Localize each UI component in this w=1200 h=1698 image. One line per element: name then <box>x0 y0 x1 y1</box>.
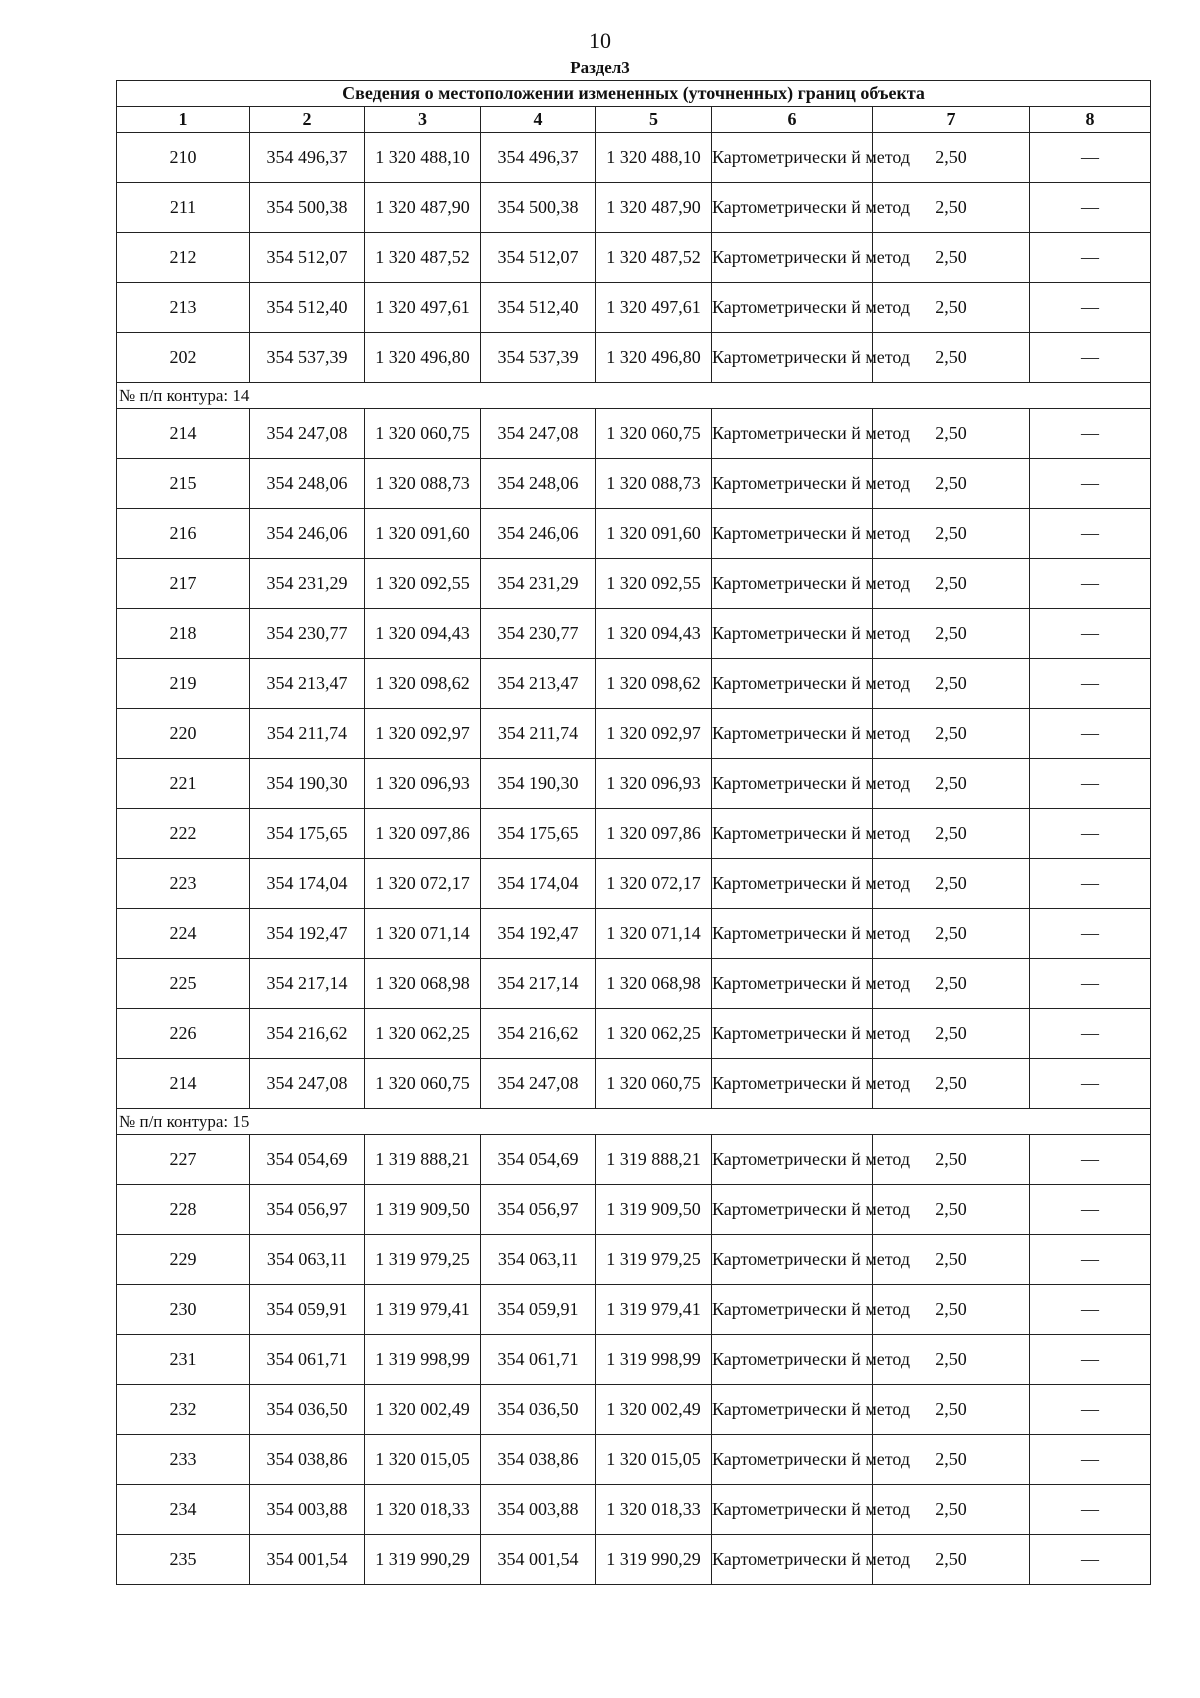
table-caption-row <box>117 81 1151 107</box>
y-coordinate-old: 1 320 091,60 <box>365 509 481 559</box>
y-coordinate-new: 1 320 096,93 <box>596 759 712 809</box>
accuracy: 2,50 <box>873 759 1030 809</box>
determination-method: Картометрически й метод <box>712 1185 873 1235</box>
y-coordinate-new: 1 319 909,50 <box>596 1185 712 1235</box>
x-coordinate-old: 354 001,54 <box>250 1535 365 1585</box>
x-coordinate-new: 354 059,91 <box>481 1285 596 1335</box>
determination-method: Картометрически й метод <box>712 1009 873 1059</box>
y-coordinate-new: 1 320 092,55 <box>596 559 712 609</box>
accuracy: 2,50 <box>873 1435 1030 1485</box>
x-coordinate-old: 354 192,47 <box>250 909 365 959</box>
note: — <box>1030 559 1151 609</box>
accuracy: 2,50 <box>873 509 1030 559</box>
x-coordinate-new: 354 174,04 <box>481 859 596 909</box>
point-number: 234 <box>117 1485 250 1535</box>
table-row <box>117 1009 1151 1059</box>
x-coordinate-old: 354 217,14 <box>250 959 365 1009</box>
table-row <box>117 909 1151 959</box>
determination-method: Картометрически й метод <box>712 859 873 909</box>
x-coordinate-new: 354 496,37 <box>481 133 596 183</box>
note: — <box>1030 283 1151 333</box>
table-row <box>117 1485 1151 1535</box>
point-number: 228 <box>117 1185 250 1235</box>
determination-method: Картометрически й метод <box>712 809 873 859</box>
note: — <box>1030 1009 1151 1059</box>
note: — <box>1030 333 1151 383</box>
accuracy: 2,50 <box>873 283 1030 333</box>
y-coordinate-old: 1 320 092,97 <box>365 709 481 759</box>
table-row <box>117 133 1151 183</box>
y-coordinate-old: 1 320 488,10 <box>365 133 481 183</box>
determination-method: Картометрически й метод <box>712 1059 873 1109</box>
determination-method: Картометрически й метод <box>712 283 873 333</box>
accuracy: 2,50 <box>873 459 1030 509</box>
determination-method: Картометрически й метод <box>712 1485 873 1535</box>
y-coordinate-old: 1 319 909,50 <box>365 1185 481 1235</box>
table-row <box>117 459 1151 509</box>
contour-label: № п/п контура: 15 <box>117 1109 1151 1135</box>
x-coordinate-old: 354 190,30 <box>250 759 365 809</box>
y-coordinate-old: 1 320 068,98 <box>365 959 481 1009</box>
note: — <box>1030 809 1151 859</box>
note: — <box>1030 859 1151 909</box>
note: — <box>1030 459 1151 509</box>
point-number: 229 <box>117 1235 250 1285</box>
x-coordinate-new: 354 054,69 <box>481 1135 596 1185</box>
x-coordinate-old: 354 213,47 <box>250 659 365 709</box>
determination-method: Картометрически й метод <box>712 959 873 1009</box>
y-coordinate-new: 1 320 098,62 <box>596 659 712 709</box>
table-row <box>117 709 1151 759</box>
determination-method: Картометрически й метод <box>712 659 873 709</box>
accuracy: 2,50 <box>873 609 1030 659</box>
x-coordinate-new: 354 056,97 <box>481 1185 596 1235</box>
y-coordinate-new: 1 320 068,98 <box>596 959 712 1009</box>
contour-label: № п/п контура: 14 <box>117 383 1151 409</box>
accuracy: 2,50 <box>873 183 1030 233</box>
x-coordinate-old: 354 036,50 <box>250 1385 365 1435</box>
x-coordinate-new: 354 211,74 <box>481 709 596 759</box>
y-coordinate-new: 1 320 497,61 <box>596 283 712 333</box>
table-row <box>117 1385 1151 1435</box>
table-row <box>117 1285 1151 1335</box>
note: — <box>1030 1285 1151 1335</box>
x-coordinate-new: 354 003,88 <box>481 1485 596 1535</box>
point-number: 215 <box>117 459 250 509</box>
column-number-6: 6 <box>712 107 873 133</box>
determination-method: Картометрически й метод <box>712 509 873 559</box>
y-coordinate-old: 1 319 979,25 <box>365 1235 481 1285</box>
x-coordinate-new: 354 213,47 <box>481 659 596 709</box>
x-coordinate-old: 354 175,65 <box>250 809 365 859</box>
note: — <box>1030 609 1151 659</box>
y-coordinate-old: 1 320 018,33 <box>365 1485 481 1535</box>
x-coordinate-old: 354 231,29 <box>250 559 365 609</box>
note: — <box>1030 409 1151 459</box>
y-coordinate-new: 1 320 487,52 <box>596 233 712 283</box>
accuracy: 2,50 <box>873 333 1030 383</box>
x-coordinate-old: 354 059,91 <box>250 1285 365 1335</box>
table-row <box>117 809 1151 859</box>
y-coordinate-new: 1 320 015,05 <box>596 1435 712 1485</box>
accuracy: 2,50 <box>873 133 1030 183</box>
accuracy: 2,50 <box>873 1059 1030 1109</box>
point-number: 210 <box>117 133 250 183</box>
table-caption: Сведения о местоположении измененных (уточненных) границ объекта <box>117 81 1151 107</box>
accuracy: 2,50 <box>873 1535 1030 1585</box>
table-row <box>117 1435 1151 1485</box>
y-coordinate-new: 1 320 062,25 <box>596 1009 712 1059</box>
table-row <box>117 1335 1151 1385</box>
point-number: 232 <box>117 1385 250 1435</box>
coordinates-table <box>116 80 1151 1585</box>
contour-row <box>117 383 1151 409</box>
table-body <box>117 133 1151 1585</box>
x-coordinate-new: 354 537,39 <box>481 333 596 383</box>
note: — <box>1030 959 1151 1009</box>
x-coordinate-new: 354 247,08 <box>481 409 596 459</box>
point-number: 202 <box>117 333 250 383</box>
y-coordinate-old: 1 320 098,62 <box>365 659 481 709</box>
x-coordinate-old: 354 512,07 <box>250 233 365 283</box>
x-coordinate-old: 354 512,40 <box>250 283 365 333</box>
determination-method: Картометрически й метод <box>712 233 873 283</box>
column-number-5: 5 <box>596 107 712 133</box>
accuracy: 2,50 <box>873 1485 1030 1535</box>
column-number-8: 8 <box>1030 107 1151 133</box>
x-coordinate-old: 354 248,06 <box>250 459 365 509</box>
x-coordinate-new: 354 001,54 <box>481 1535 596 1585</box>
x-coordinate-new: 354 192,47 <box>481 909 596 959</box>
y-coordinate-old: 1 320 060,75 <box>365 409 481 459</box>
x-coordinate-old: 354 056,97 <box>250 1185 365 1235</box>
note: — <box>1030 509 1151 559</box>
y-coordinate-new: 1 319 998,99 <box>596 1335 712 1385</box>
point-number: 231 <box>117 1335 250 1385</box>
x-coordinate-new: 354 500,38 <box>481 183 596 233</box>
x-coordinate-old: 354 061,71 <box>250 1335 365 1385</box>
y-coordinate-old: 1 320 497,61 <box>365 283 481 333</box>
note: — <box>1030 1385 1151 1435</box>
table-row <box>117 659 1151 709</box>
x-coordinate-old: 354 216,62 <box>250 1009 365 1059</box>
point-number: 223 <box>117 859 250 909</box>
determination-method: Картометрически й метод <box>712 1135 873 1185</box>
x-coordinate-new: 354 247,08 <box>481 1059 596 1109</box>
y-coordinate-new: 1 320 071,14 <box>596 909 712 959</box>
y-coordinate-new: 1 320 072,17 <box>596 859 712 909</box>
determination-method: Картометрически й метод <box>712 1335 873 1385</box>
table-row <box>117 1535 1151 1585</box>
x-coordinate-old: 354 537,39 <box>250 333 365 383</box>
x-coordinate-new: 354 231,29 <box>481 559 596 609</box>
page-number: 10 <box>589 28 611 53</box>
y-coordinate-new: 1 320 088,73 <box>596 459 712 509</box>
note: — <box>1030 233 1151 283</box>
x-coordinate-new: 354 063,11 <box>481 1235 596 1285</box>
column-number-7: 7 <box>873 107 1030 133</box>
table-row <box>117 283 1151 333</box>
determination-method: Картометрически й метод <box>712 409 873 459</box>
y-coordinate-new: 1 319 979,25 <box>596 1235 712 1285</box>
determination-method: Картометрически й метод <box>712 459 873 509</box>
table-row <box>117 759 1151 809</box>
accuracy: 2,50 <box>873 1385 1030 1435</box>
column-number-1: 1 <box>117 107 250 133</box>
y-coordinate-old: 1 320 015,05 <box>365 1435 481 1485</box>
accuracy: 2,50 <box>873 659 1030 709</box>
determination-method: Картометрически й метод <box>712 559 873 609</box>
accuracy: 2,50 <box>873 1135 1030 1185</box>
contour-row <box>117 1109 1151 1135</box>
point-number: 222 <box>117 809 250 859</box>
table-row <box>117 959 1151 1009</box>
note: — <box>1030 1335 1151 1385</box>
table-row <box>117 333 1151 383</box>
y-coordinate-new: 1 320 487,90 <box>596 183 712 233</box>
x-coordinate-old: 354 003,88 <box>250 1485 365 1535</box>
determination-method: Картометрически й метод <box>712 609 873 659</box>
y-coordinate-old: 1 320 496,80 <box>365 333 481 383</box>
note: — <box>1030 1135 1151 1185</box>
determination-method: Картометрически й метод <box>712 759 873 809</box>
note: — <box>1030 1435 1151 1485</box>
x-coordinate-old: 354 247,08 <box>250 409 365 459</box>
y-coordinate-old: 1 320 097,86 <box>365 809 481 859</box>
point-number: 226 <box>117 1009 250 1059</box>
x-coordinate-new: 354 190,30 <box>481 759 596 809</box>
determination-method: Картометрически й метод <box>712 1385 873 1435</box>
point-number: 227 <box>117 1135 250 1185</box>
point-number: 233 <box>117 1435 250 1485</box>
y-coordinate-new: 1 320 496,80 <box>596 333 712 383</box>
determination-method: Картометрически й метод <box>712 333 873 383</box>
determination-method: Картометрически й метод <box>712 1535 873 1585</box>
note: — <box>1030 183 1151 233</box>
y-coordinate-old: 1 319 979,41 <box>365 1285 481 1335</box>
note: — <box>1030 759 1151 809</box>
y-coordinate-new: 1 320 094,43 <box>596 609 712 659</box>
x-coordinate-new: 354 175,65 <box>481 809 596 859</box>
table-row <box>117 859 1151 909</box>
x-coordinate-new: 354 246,06 <box>481 509 596 559</box>
table-row <box>117 233 1151 283</box>
table-row <box>117 409 1151 459</box>
y-coordinate-new: 1 320 002,49 <box>596 1385 712 1435</box>
accuracy: 2,50 <box>873 709 1030 759</box>
y-coordinate-old: 1 319 998,99 <box>365 1335 481 1385</box>
x-coordinate-old: 354 063,11 <box>250 1235 365 1285</box>
table-row <box>117 609 1151 659</box>
y-coordinate-old: 1 319 888,21 <box>365 1135 481 1185</box>
note: — <box>1030 1185 1151 1235</box>
y-coordinate-new: 1 319 888,21 <box>596 1135 712 1185</box>
note: — <box>1030 133 1151 183</box>
y-coordinate-new: 1 319 979,41 <box>596 1285 712 1335</box>
accuracy: 2,50 <box>873 1235 1030 1285</box>
table-row <box>117 559 1151 609</box>
x-coordinate-old: 354 038,86 <box>250 1435 365 1485</box>
point-number: 213 <box>117 283 250 333</box>
determination-method: Картометрически й метод <box>712 709 873 759</box>
y-coordinate-old: 1 320 062,25 <box>365 1009 481 1059</box>
y-coordinate-old: 1 320 060,75 <box>365 1059 481 1109</box>
point-number: 230 <box>117 1285 250 1335</box>
note: — <box>1030 1535 1151 1585</box>
note: — <box>1030 1485 1151 1535</box>
point-number: 219 <box>117 659 250 709</box>
x-coordinate-new: 354 038,86 <box>481 1435 596 1485</box>
determination-method: Картометрически й метод <box>712 183 873 233</box>
y-coordinate-new: 1 319 990,29 <box>596 1535 712 1585</box>
y-coordinate-new: 1 320 097,86 <box>596 809 712 859</box>
y-coordinate-old: 1 320 487,52 <box>365 233 481 283</box>
point-number: 217 <box>117 559 250 609</box>
point-number: 235 <box>117 1535 250 1585</box>
table-row <box>117 509 1151 559</box>
point-number: 212 <box>117 233 250 283</box>
y-coordinate-new: 1 320 488,10 <box>596 133 712 183</box>
y-coordinate-new: 1 320 018,33 <box>596 1485 712 1535</box>
table-row <box>117 1235 1151 1285</box>
table-row <box>117 1185 1151 1235</box>
accuracy: 2,50 <box>873 909 1030 959</box>
note: — <box>1030 909 1151 959</box>
determination-method: Картометрически й метод <box>712 1435 873 1485</box>
x-coordinate-new: 354 230,77 <box>481 609 596 659</box>
x-coordinate-new: 354 512,40 <box>481 283 596 333</box>
column-number-2: 2 <box>250 107 365 133</box>
determination-method: Картометрически й метод <box>712 909 873 959</box>
y-coordinate-new: 1 320 092,97 <box>596 709 712 759</box>
point-number: 225 <box>117 959 250 1009</box>
x-coordinate-old: 354 054,69 <box>250 1135 365 1185</box>
point-number: 224 <box>117 909 250 959</box>
note: — <box>1030 1059 1151 1109</box>
point-number: 216 <box>117 509 250 559</box>
determination-method: Картометрически й метод <box>712 133 873 183</box>
y-coordinate-old: 1 320 002,49 <box>365 1385 481 1435</box>
x-coordinate-new: 354 036,50 <box>481 1385 596 1435</box>
section-title: Раздел3 <box>570 58 630 77</box>
x-coordinate-old: 354 246,06 <box>250 509 365 559</box>
table-row <box>117 1059 1151 1109</box>
column-number-row <box>117 107 1151 133</box>
y-coordinate-old: 1 320 072,17 <box>365 859 481 909</box>
accuracy: 2,50 <box>873 1009 1030 1059</box>
column-number-4: 4 <box>481 107 596 133</box>
point-number: 214 <box>117 409 250 459</box>
accuracy: 2,50 <box>873 1285 1030 1335</box>
x-coordinate-new: 354 217,14 <box>481 959 596 1009</box>
y-coordinate-new: 1 320 060,75 <box>596 1059 712 1109</box>
point-number: 218 <box>117 609 250 659</box>
y-coordinate-old: 1 319 990,29 <box>365 1535 481 1585</box>
accuracy: 2,50 <box>873 959 1030 1009</box>
x-coordinate-new: 354 216,62 <box>481 1009 596 1059</box>
y-coordinate-old: 1 320 487,90 <box>365 183 481 233</box>
accuracy: 2,50 <box>873 809 1030 859</box>
y-coordinate-new: 1 320 091,60 <box>596 509 712 559</box>
y-coordinate-old: 1 320 092,55 <box>365 559 481 609</box>
y-coordinate-old: 1 320 094,43 <box>365 609 481 659</box>
point-number: 214 <box>117 1059 250 1109</box>
note: — <box>1030 659 1151 709</box>
x-coordinate-new: 354 248,06 <box>481 459 596 509</box>
note: — <box>1030 1235 1151 1285</box>
x-coordinate-new: 354 512,07 <box>481 233 596 283</box>
y-coordinate-old: 1 320 071,14 <box>365 909 481 959</box>
accuracy: 2,50 <box>873 859 1030 909</box>
x-coordinate-new: 354 061,71 <box>481 1335 596 1385</box>
x-coordinate-old: 354 211,74 <box>250 709 365 759</box>
x-coordinate-old: 354 500,38 <box>250 183 365 233</box>
x-coordinate-old: 354 230,77 <box>250 609 365 659</box>
note: — <box>1030 709 1151 759</box>
y-coordinate-old: 1 320 096,93 <box>365 759 481 809</box>
table-row <box>117 183 1151 233</box>
determination-method: Картометрически й метод <box>712 1235 873 1285</box>
accuracy: 2,50 <box>873 409 1030 459</box>
point-number: 211 <box>117 183 250 233</box>
y-coordinate-new: 1 320 060,75 <box>596 409 712 459</box>
point-number: 220 <box>117 709 250 759</box>
x-coordinate-old: 354 174,04 <box>250 859 365 909</box>
table-row <box>117 1135 1151 1185</box>
point-number: 221 <box>117 759 250 809</box>
column-number-3: 3 <box>365 107 481 133</box>
accuracy: 2,50 <box>873 1335 1030 1385</box>
determination-method: Картометрически й метод <box>712 1285 873 1335</box>
y-coordinate-old: 1 320 088,73 <box>365 459 481 509</box>
accuracy: 2,50 <box>873 1185 1030 1235</box>
accuracy: 2,50 <box>873 233 1030 283</box>
accuracy: 2,50 <box>873 559 1030 609</box>
x-coordinate-old: 354 247,08 <box>250 1059 365 1109</box>
x-coordinate-old: 354 496,37 <box>250 133 365 183</box>
